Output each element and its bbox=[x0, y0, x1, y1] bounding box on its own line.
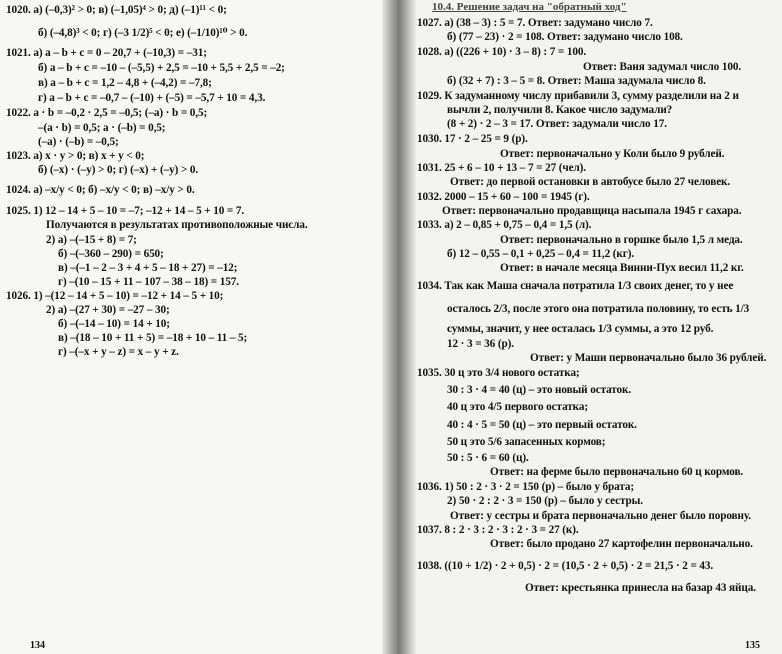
left-line: 1021. а) a – b + c = 0 – 20,7 + (–10,3) = –31; bbox=[6, 47, 207, 59]
right-line: Ответ: до первой остановки в автобусе было 27 человек. bbox=[450, 176, 731, 188]
left-line: г) a – b + c = –0,7 – (–10) + (–5) = –5,7 + 10 = 4,3. bbox=[38, 92, 266, 104]
left-line: 1025. 1) 12 – 14 + 5 – 10 = –7; –12 + 14 – 5 + 10 = 7. bbox=[6, 205, 245, 217]
right-line: Ответ: первоначально в горшке было 1,5 л меда. bbox=[500, 234, 743, 246]
right-line: 1030. 17 · 2 – 25 = 9 (р). bbox=[417, 133, 528, 145]
left-line: б) –(–14 – 10) = 14 + 10; bbox=[58, 318, 170, 330]
right-line: 1037. 8 : 2 · 3 : 2 · 3 : 2 · 3 = 27 (к). bbox=[417, 524, 579, 536]
left-line: г) –(–x + y – z) = x – y + z. bbox=[58, 346, 179, 358]
right-line: б) (77 – 23) · 2 = 108. Ответ: задумано число 108. bbox=[447, 31, 683, 43]
right-line: 12 · 3 = 36 (р). bbox=[447, 338, 514, 350]
page-number-right: 135 bbox=[745, 640, 760, 651]
right-line: Ответ: первоначально у Коли было 9 рублей. bbox=[500, 148, 725, 160]
right-line: 2) 50 · 2 : 2 · 3 = 150 (р) – было у сестры. bbox=[447, 495, 644, 507]
left-line: г) –(10 – 15 + 11 – 107 – 38 – 18) = 157. bbox=[58, 276, 239, 288]
right-line: б) (32 + 7) : 3 – 5 = 8. Ответ: Маша задумала число 8. bbox=[447, 75, 706, 87]
left-line: б) –(–360 – 290) = 650; bbox=[58, 248, 164, 260]
right-line: 40 : 4 · 5 = 50 (ц) – это первый остаток. bbox=[447, 419, 637, 431]
right-line: Ответ: на ферме было первоначально 60 ц кормов. bbox=[490, 466, 744, 478]
right-line: Ответ: было продано 27 картофелин первоначально. bbox=[490, 538, 753, 550]
right-line: 1027. а) (38 – 3) : 5 = 7. Ответ: задумано число 7. bbox=[417, 17, 653, 29]
right-line: 40 ц это 4/5 первого остатка; bbox=[447, 401, 588, 413]
right-line: Ответ: крестьянка принесла на базар 43 яйца. bbox=[525, 582, 756, 594]
left-line: 1024. а) –x/y < 0; б) –x/y < 0; в) –x/y > 0. bbox=[6, 184, 195, 196]
left-line: (–a) · (–b) = –0,5; bbox=[38, 136, 119, 148]
right-line: осталось 2/3, после этого она потратила половину, то есть 1/3 bbox=[447, 303, 750, 315]
section-header: 10.4. Решение задач на "обратный ход" bbox=[432, 1, 627, 13]
left-line: б) a – b + c = –10 – (–5,5) + 2,5 = –10 + 5,5 + 2,5 = –2; bbox=[38, 62, 285, 74]
right-line: 50 ц это 5/6 запасенных кормов; bbox=[447, 436, 606, 448]
right-line: 1034. Так как Маша сначала потратила 1/3 своих денег, то у нее bbox=[417, 280, 734, 292]
right-line: Ответ: первоначально продавщица насыпала 1945 г сахара. bbox=[442, 205, 742, 217]
right-line: Ответ: у Маши первоначально было 36 рублей. bbox=[530, 352, 767, 364]
right-line: вычли 2, получили 8. Какое число задумали? bbox=[447, 104, 673, 116]
left-line: Получаются в результатах противоположные числа. bbox=[46, 219, 308, 231]
left-line: 1022. a · b = –0,2 · 2,5 = –0,5; (–a) · b = 0,5; bbox=[6, 107, 208, 119]
right-line: б) 12 – 0,55 – 0,1 + 0,25 – 0,4 = 11,2 (кг). bbox=[447, 248, 635, 260]
right-line: Ответ: Ваня задумал число 100. bbox=[583, 61, 742, 73]
left-line: 2) а) –(27 + 30) = –27 – 30; bbox=[46, 304, 170, 316]
left-line: 1026. 1) –(12 – 14 + 5 – 10) = –12 + 14 – 5 + 10; bbox=[6, 290, 224, 302]
right-line: 1032. 2000 – 15 + 60 – 100 = 1945 (г). bbox=[417, 191, 590, 203]
right-line: 1031. 25 + 6 – 10 + 13 – 7 = 27 (чел). bbox=[417, 162, 586, 174]
right-line: 1028. а) ((226 + 10) · 3 – 8) : 7 = 100. bbox=[417, 46, 587, 58]
book-spine-shadow bbox=[382, 0, 416, 654]
right-line: Ответ: в начале месяца Винни-Пух весил 11,2 кг. bbox=[500, 262, 744, 274]
right-line: 1033. а) 2 – 0,85 + 0,75 – 0,4 = 1,5 (л). bbox=[417, 219, 592, 231]
left-line: –(a · b) = 0,5; a · (–b) = 0,5; bbox=[38, 122, 166, 134]
right-line: 1036. 1) 50 : 2 · 3 · 2 = 150 (р) – было у брата; bbox=[417, 481, 634, 493]
page-number-left: 134 bbox=[30, 640, 45, 651]
right-line: суммы, значит, у нее осталась 1/3 суммы, а это 12 руб. bbox=[447, 323, 714, 335]
left-line: в) –(18 – 10 + 11 + 5) = –18 + 10 – 11 – 5; bbox=[58, 332, 248, 344]
right-line: Ответ: у сестры и брата первоначально денег было поровну. bbox=[450, 510, 751, 522]
left-line: б) (–x) · (–y) > 0; г) (–x) + (–y) > 0. bbox=[38, 164, 199, 176]
left-line: 1020. а) (–0,3)² > 0; в) (–1,05)⁴ > 0; д) (–1)¹¹ < 0; bbox=[6, 4, 227, 16]
left-line: б) (–4,8)³ < 0; г) (–3 1/2)⁵ < 0; е) (–1/10)¹⁰ > 0. bbox=[38, 27, 248, 39]
right-line: 50 : 5 · 6 = 60 (ц). bbox=[447, 452, 529, 464]
right-line: 1038. ((10 + 1/2) · 2 + 0,5) · 2 = (10,5 · 2 + 0,5) · 2 = 21,5 · 2 = 43. bbox=[417, 560, 714, 572]
left-line: 2) а) –(–15 + 8) = 7; bbox=[46, 234, 137, 246]
right-line: (8 + 2) · 2 – 3 = 17. Ответ: задумали число 17. bbox=[447, 118, 667, 130]
right-line: 30 : 3 · 4 = 40 (ц) – это новый остаток. bbox=[447, 384, 632, 396]
left-line: в) –(–1 – 2 – 3 + 4 + 5 – 18 + 27) = –12; bbox=[58, 262, 238, 274]
right-line: 1029. К задуманному числу прибавили 3, сумму разделили на 2 и bbox=[417, 90, 739, 102]
left-line: 1023. а) x · y > 0; в) x + y < 0; bbox=[6, 150, 145, 162]
left-line: в) a – b + c = 1,2 – 4,8 + (–4,2) = –7,8; bbox=[38, 77, 212, 89]
right-line: 1035. 30 ц это 3/4 нового остатка; bbox=[417, 367, 580, 379]
